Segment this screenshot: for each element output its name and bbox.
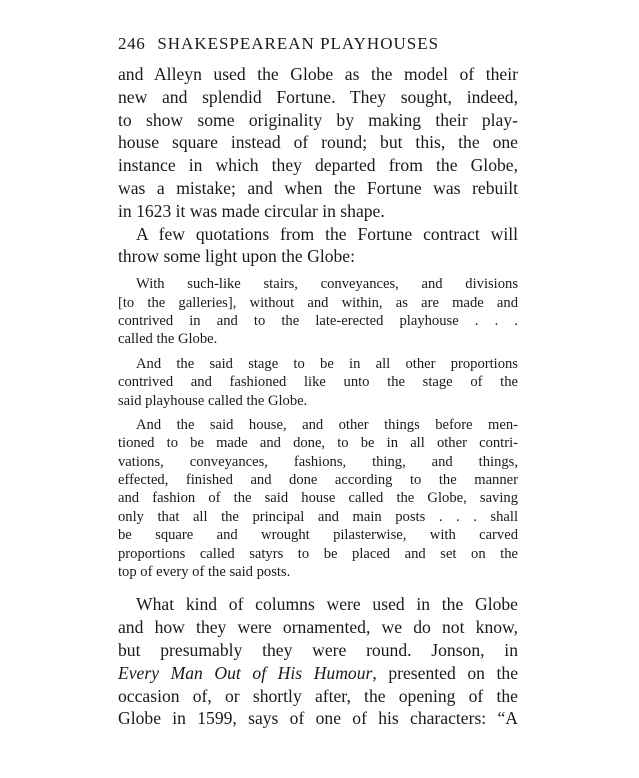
paragraph-3 — [118, 593, 518, 730]
quote-line: said playhouse called the Globe. — [118, 392, 308, 409]
text-line: to show some originality by making their play- — [118, 109, 518, 130]
text-line: new and splendid Fortune. They sought, indeed, — [118, 86, 518, 107]
running-title: SHAKESPEAREAN PLAYHOUSES — [157, 34, 440, 53]
quote-line: and fashion of the said house called the Globe, saving — [118, 490, 518, 507]
quote-line: top of every of the said posts. — [118, 564, 291, 581]
quote-line: vations, conveyances, fashions, thing, and things, — [118, 453, 518, 470]
block-quote — [118, 275, 518, 581]
quote-line: called the Globe. — [118, 331, 218, 348]
text-line: occasion of, or shortly after, the opening of the — [118, 685, 518, 706]
book-page — [118, 34, 518, 730]
quote-paragraph-1 — [118, 275, 518, 349]
text-line: What kind of columns were used in the Globe — [136, 594, 518, 615]
quote-paragraph-3 — [118, 416, 518, 582]
quote-line: [to the galleries], without and within, as are made and — [118, 294, 518, 311]
quote-line: proportions called satyrs to be placed and set on the — [118, 545, 518, 562]
quote-line: be square and wrought pilasterwise, with carved — [118, 527, 518, 544]
text-line: A few quotations from the Fortune contract will — [136, 223, 518, 244]
paragraph-1 — [118, 63, 518, 223]
quote-line: only that all the principal and main posts . . . shall — [118, 508, 518, 525]
quote-paragraph-2 — [118, 355, 518, 410]
text-line: instance in which they departed from the Globe, — [118, 155, 518, 176]
text-fragment: , presented on the — [372, 662, 519, 683]
text-line: but presumably they were round. Jonson, in — [118, 640, 518, 661]
text-line: throw some light upon the Globe: — [118, 246, 356, 267]
page-header — [118, 34, 518, 54]
text-line: and how they were ornamented, we do not know, — [118, 617, 518, 638]
page-number: 246 — [118, 34, 146, 53]
text-line: house square instead of round; but this, the one — [118, 132, 518, 153]
quote-line: With such-like stairs, conveyances, and divisions — [136, 276, 518, 293]
text-line: and Alleyn used the Globe as the model of their — [118, 64, 518, 84]
quote-line: And the said stage to be in all other proportions — [136, 355, 518, 372]
text-line: Globe in 1599, says of one of his characters: “A — [118, 708, 518, 729]
paragraph-2 — [118, 223, 518, 269]
text-line: was a mistake; and when the Fortune was rebuilt — [118, 177, 518, 198]
quote-line: effected, finished and done according to the manner — [118, 472, 518, 489]
text-line: in 1623 it was made circular in shape. — [118, 200, 385, 221]
quote-line: tioned to be made and done, to be in all other contri- — [118, 435, 518, 452]
text-line — [118, 662, 518, 685]
play-title: Every Man Out of His Humour — [118, 662, 373, 683]
quote-line: And the said house, and other things before men- — [136, 416, 518, 433]
quote-line: contrived in and to the late-erected playhouse . . . — [118, 312, 518, 329]
quote-line: contrived and fashioned like unto the stage of the — [118, 374, 518, 391]
